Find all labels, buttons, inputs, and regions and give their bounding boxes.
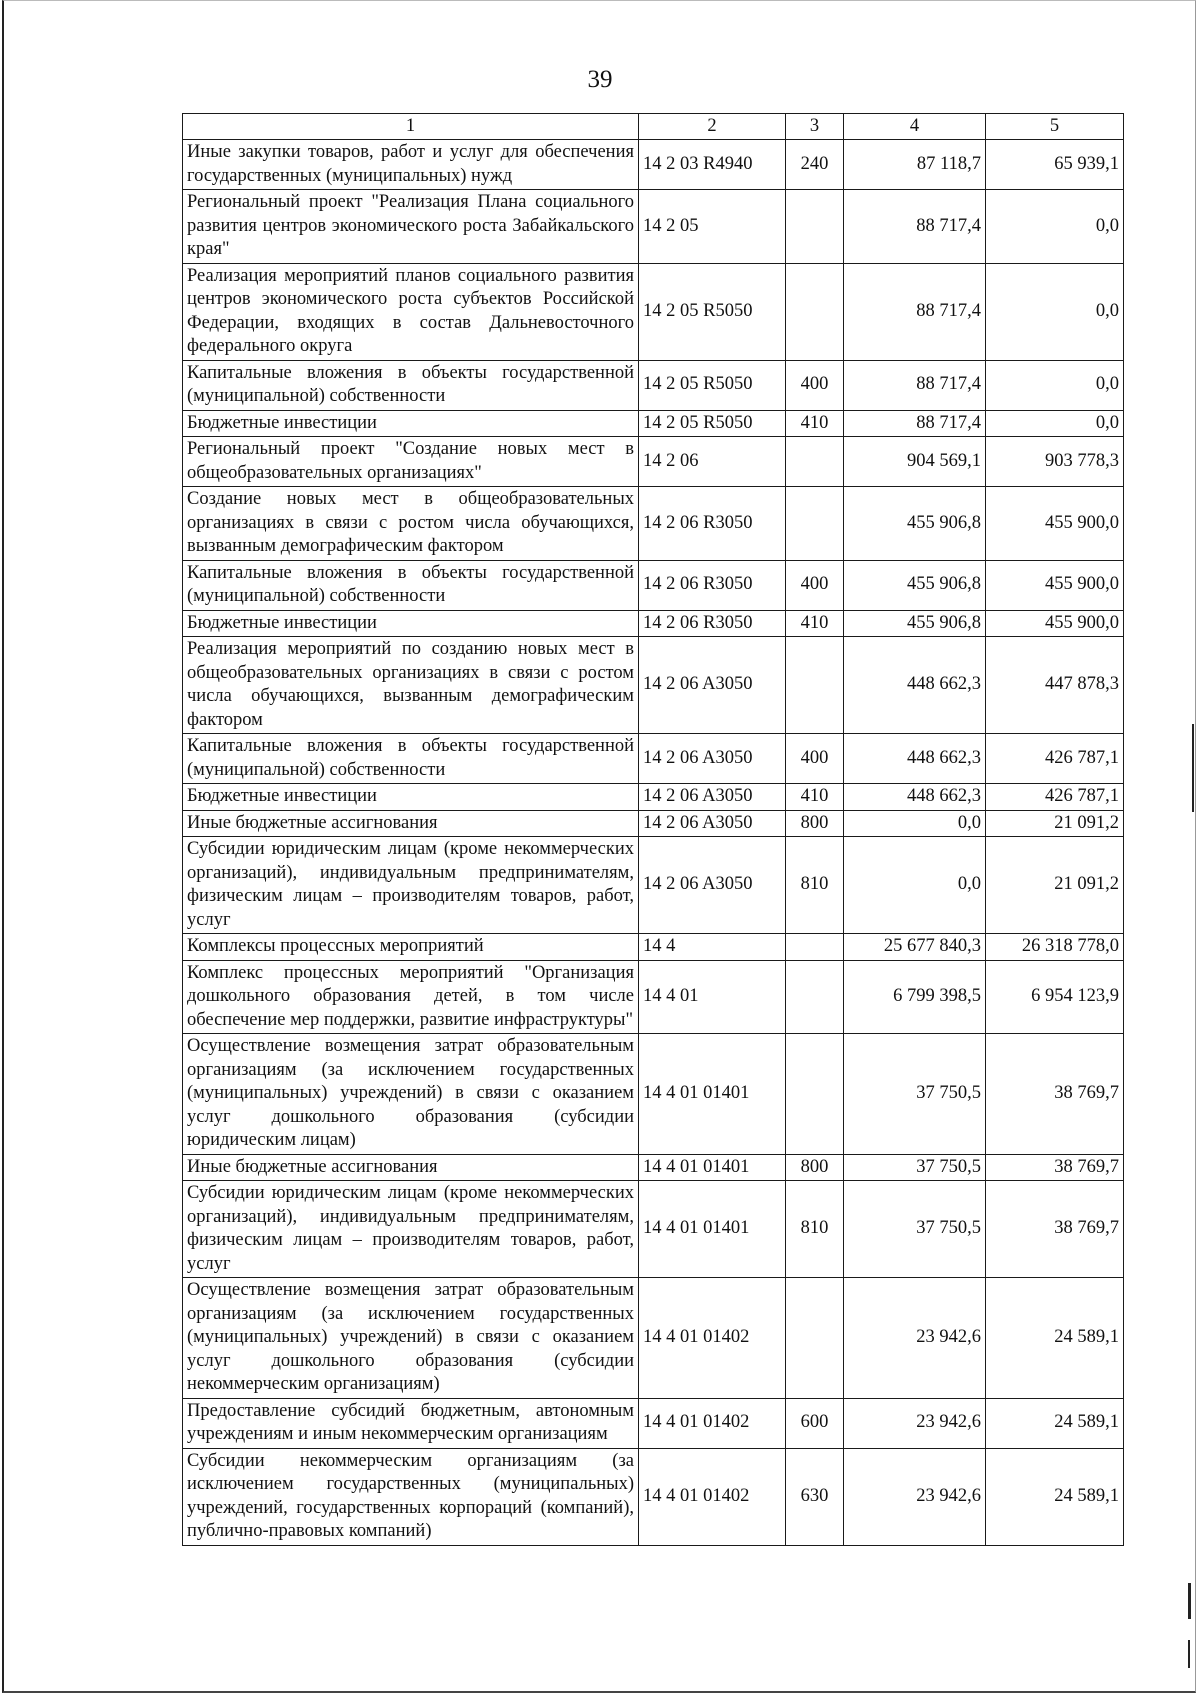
row-name: Комплексы процессных мероприятий xyxy=(183,934,639,961)
row-value-4: 23 942,6 xyxy=(844,1398,986,1448)
row-code: 14 2 06 A3050 xyxy=(639,837,786,934)
row-value-5: 21 091,2 xyxy=(986,810,1124,837)
row-code: 14 2 06 A3050 xyxy=(639,784,786,811)
table-row xyxy=(183,1154,1124,1181)
table-row xyxy=(183,1034,1124,1155)
row-value-4: 88 717,4 xyxy=(844,263,986,360)
page-number: 39 xyxy=(587,66,613,93)
column-header-2: 2 xyxy=(639,114,786,140)
row-value-4: 455 906,8 xyxy=(844,560,986,610)
row-value-5: 38 769,7 xyxy=(986,1154,1124,1181)
table-row xyxy=(183,1398,1124,1448)
table-row xyxy=(183,1448,1124,1545)
row-code: 14 4 01 01401 xyxy=(639,1034,786,1155)
row-code: 14 2 06 A3050 xyxy=(639,637,786,734)
row-value-5: 0,0 xyxy=(986,190,1124,264)
row-value-4: 448 662,3 xyxy=(844,637,986,734)
row-name: Предоставление субсидий бюджетным, автономным учреждениям и иным некоммерческим организациям xyxy=(183,1398,639,1448)
row-name: Иные закупки товаров, работ и услуг для обеспечения государственных (муниципальных) нужд xyxy=(183,140,639,190)
row-code: 14 4 01 01402 xyxy=(639,1448,786,1545)
table-row xyxy=(183,1278,1124,1399)
row-value-4: 37 750,5 xyxy=(844,1034,986,1155)
row-type: 400 xyxy=(786,734,844,784)
row-name: Бюджетные инвестиции xyxy=(183,784,639,811)
column-header-1: 1 xyxy=(183,114,639,140)
row-code: 14 2 06 R3050 xyxy=(639,487,786,561)
row-type xyxy=(786,960,844,1034)
table-row xyxy=(183,810,1124,837)
row-code: 14 4 01 01401 xyxy=(639,1154,786,1181)
row-code: 14 2 05 R5050 xyxy=(639,360,786,410)
column-header-5: 5 xyxy=(986,114,1124,140)
table-row xyxy=(183,784,1124,811)
row-type: 800 xyxy=(786,1154,844,1181)
row-type: 410 xyxy=(786,410,844,437)
row-name: Иные бюджетные ассигнования xyxy=(183,810,639,837)
row-code: 14 2 03 R4940 xyxy=(639,140,786,190)
row-name: Осуществление возмещения затрат образовательным организациям (за исключением государственных (муниципальных) учреждений) в связи с оказанием услуг дошкольного образования (субсидии юридическим лицам) xyxy=(183,1034,639,1155)
row-value-4: 0,0 xyxy=(844,837,986,934)
row-name: Создание новых мест в общеобразовательных организациях в связи с ростом числа обучающихся, вызванным демографическим фактором xyxy=(183,487,639,561)
row-type: 600 xyxy=(786,1398,844,1448)
row-type: 800 xyxy=(786,810,844,837)
row-name: Реализация мероприятий планов социального развития центров экономического роста субъектов Российской Федерации, входящих в состав Дальневосточного федерального округа xyxy=(183,263,639,360)
row-type xyxy=(786,263,844,360)
row-type xyxy=(786,437,844,487)
row-value-4: 455 906,8 xyxy=(844,610,986,637)
row-type: 630 xyxy=(786,1448,844,1545)
row-value-5: 24 589,1 xyxy=(986,1398,1124,1448)
table-row xyxy=(183,140,1124,190)
table-row xyxy=(183,410,1124,437)
row-code: 14 2 06 A3050 xyxy=(639,810,786,837)
row-name: Региональный проект "Реализация Плана социального развития центров экономического роста Забайкальского края" xyxy=(183,190,639,264)
row-type: 400 xyxy=(786,360,844,410)
row-value-4: 88 717,4 xyxy=(844,360,986,410)
row-code: 14 2 06 R3050 xyxy=(639,610,786,637)
row-value-5: 0,0 xyxy=(986,263,1124,360)
table-row xyxy=(183,190,1124,264)
table-row xyxy=(183,263,1124,360)
row-value-5: 455 900,0 xyxy=(986,487,1124,561)
row-code: 14 4 xyxy=(639,934,786,961)
row-type: 410 xyxy=(786,784,844,811)
row-value-5: 65 939,1 xyxy=(986,140,1124,190)
row-value-4: 37 750,5 xyxy=(844,1154,986,1181)
row-type xyxy=(786,1034,844,1155)
row-name: Капитальные вложения в объекты государственной (муниципальной) собственности xyxy=(183,360,639,410)
column-header-3: 3 xyxy=(786,114,844,140)
row-name: Бюджетные инвестиции xyxy=(183,410,639,437)
row-type xyxy=(786,934,844,961)
column-header-4: 4 xyxy=(844,114,986,140)
table-row xyxy=(183,360,1124,410)
row-value-4: 23 942,6 xyxy=(844,1278,986,1399)
row-code: 14 4 01 01402 xyxy=(639,1398,786,1448)
row-type xyxy=(786,637,844,734)
scan-artifact xyxy=(1188,1583,1191,1619)
row-type: 810 xyxy=(786,837,844,934)
row-name: Иные бюджетные ассигнования xyxy=(183,1154,639,1181)
row-value-5: 38 769,7 xyxy=(986,1181,1124,1278)
row-value-4: 904 569,1 xyxy=(844,437,986,487)
row-name: Осуществление возмещения затрат образовательным организациям (за исключением государственных (муниципальных) учреждений) в связи с оказанием услуг дошкольного образования (субсидии некоммерческим организациям) xyxy=(183,1278,639,1399)
row-value-4: 23 942,6 xyxy=(844,1448,986,1545)
row-value-4: 37 750,5 xyxy=(844,1181,986,1278)
row-value-4: 87 118,7 xyxy=(844,140,986,190)
row-name: Комплекс процессных мероприятий "Организация дошкольного образования детей, в том числе обеспечение мер поддержки, развитие инфраструктуры" xyxy=(183,960,639,1034)
table-row xyxy=(183,960,1124,1034)
table-row xyxy=(183,437,1124,487)
row-type xyxy=(786,190,844,264)
row-value-4: 6 799 398,5 xyxy=(844,960,986,1034)
row-value-4: 448 662,3 xyxy=(844,734,986,784)
table-row xyxy=(183,487,1124,561)
table-row xyxy=(183,560,1124,610)
row-value-4: 448 662,3 xyxy=(844,784,986,811)
row-value-5: 26 318 778,0 xyxy=(986,934,1124,961)
row-value-5: 24 589,1 xyxy=(986,1448,1124,1545)
row-name: Субсидии юридическим лицам (кроме некоммерческих организаций), индивидуальным предпринимателям, физическим лицам – производителям товаров, работ, услуг xyxy=(183,837,639,934)
row-code: 14 2 06 A3050 xyxy=(639,734,786,784)
row-value-5: 426 787,1 xyxy=(986,784,1124,811)
row-value-4: 455 906,8 xyxy=(844,487,986,561)
table-row xyxy=(183,837,1124,934)
scan-artifact xyxy=(1192,724,1194,812)
table-row xyxy=(183,934,1124,961)
scan-artifact xyxy=(1188,1640,1190,1668)
row-type xyxy=(786,1278,844,1399)
row-type: 400 xyxy=(786,560,844,610)
row-value-4: 0,0 xyxy=(844,810,986,837)
row-type: 240 xyxy=(786,140,844,190)
row-name: Субсидии юридическим лицам (кроме некоммерческих организаций), индивидуальным предпринимателям, физическим лицам – производителям товаров, работ, услуг xyxy=(183,1181,639,1278)
row-value-5: 903 778,3 xyxy=(986,437,1124,487)
row-value-5: 0,0 xyxy=(986,360,1124,410)
row-value-5: 38 769,7 xyxy=(986,1034,1124,1155)
table-header-row xyxy=(183,114,1124,140)
row-value-5: 455 900,0 xyxy=(986,610,1124,637)
row-code: 14 2 05 R5050 xyxy=(639,410,786,437)
row-name: Субсидии некоммерческим организациям (за исключением государственных (муниципальных) учреждений, государственных корпораций (компаний), публично-правовых компаний) xyxy=(183,1448,639,1545)
row-type xyxy=(786,487,844,561)
row-value-5: 0,0 xyxy=(986,410,1124,437)
row-name: Капитальные вложения в объекты государственной (муниципальной) собственности xyxy=(183,734,639,784)
row-code: 14 4 01 01401 xyxy=(639,1181,786,1278)
budget-table xyxy=(182,113,1124,1546)
row-value-4: 88 717,4 xyxy=(844,190,986,264)
row-code: 14 4 01 01402 xyxy=(639,1278,786,1399)
row-value-5: 447 878,3 xyxy=(986,637,1124,734)
table-row xyxy=(183,610,1124,637)
row-name: Региональный проект "Создание новых мест в общеобразовательных организациях" xyxy=(183,437,639,487)
table-row xyxy=(183,734,1124,784)
row-name: Бюджетные инвестиции xyxy=(183,610,639,637)
row-value-4: 88 717,4 xyxy=(844,410,986,437)
row-code: 14 2 06 R3050 xyxy=(639,560,786,610)
row-value-5: 24 589,1 xyxy=(986,1278,1124,1399)
row-code: 14 2 05 R5050 xyxy=(639,263,786,360)
row-name: Капитальные вложения в объекты государственной (муниципальной) собственности xyxy=(183,560,639,610)
row-code: 14 2 05 xyxy=(639,190,786,264)
row-code: 14 2 06 xyxy=(639,437,786,487)
table-row xyxy=(183,1181,1124,1278)
row-value-4: 25 677 840,3 xyxy=(844,934,986,961)
row-value-5: 455 900,0 xyxy=(986,560,1124,610)
row-value-5: 6 954 123,9 xyxy=(986,960,1124,1034)
row-code: 14 4 01 xyxy=(639,960,786,1034)
row-value-5: 426 787,1 xyxy=(986,734,1124,784)
row-name: Реализация мероприятий по созданию новых мест в общеобразовательных организациях в связи с ростом числа обучающихся, вызванным демографическим фактором xyxy=(183,637,639,734)
row-type: 810 xyxy=(786,1181,844,1278)
row-value-5: 21 091,2 xyxy=(986,837,1124,934)
table-row xyxy=(183,637,1124,734)
row-type: 410 xyxy=(786,610,844,637)
